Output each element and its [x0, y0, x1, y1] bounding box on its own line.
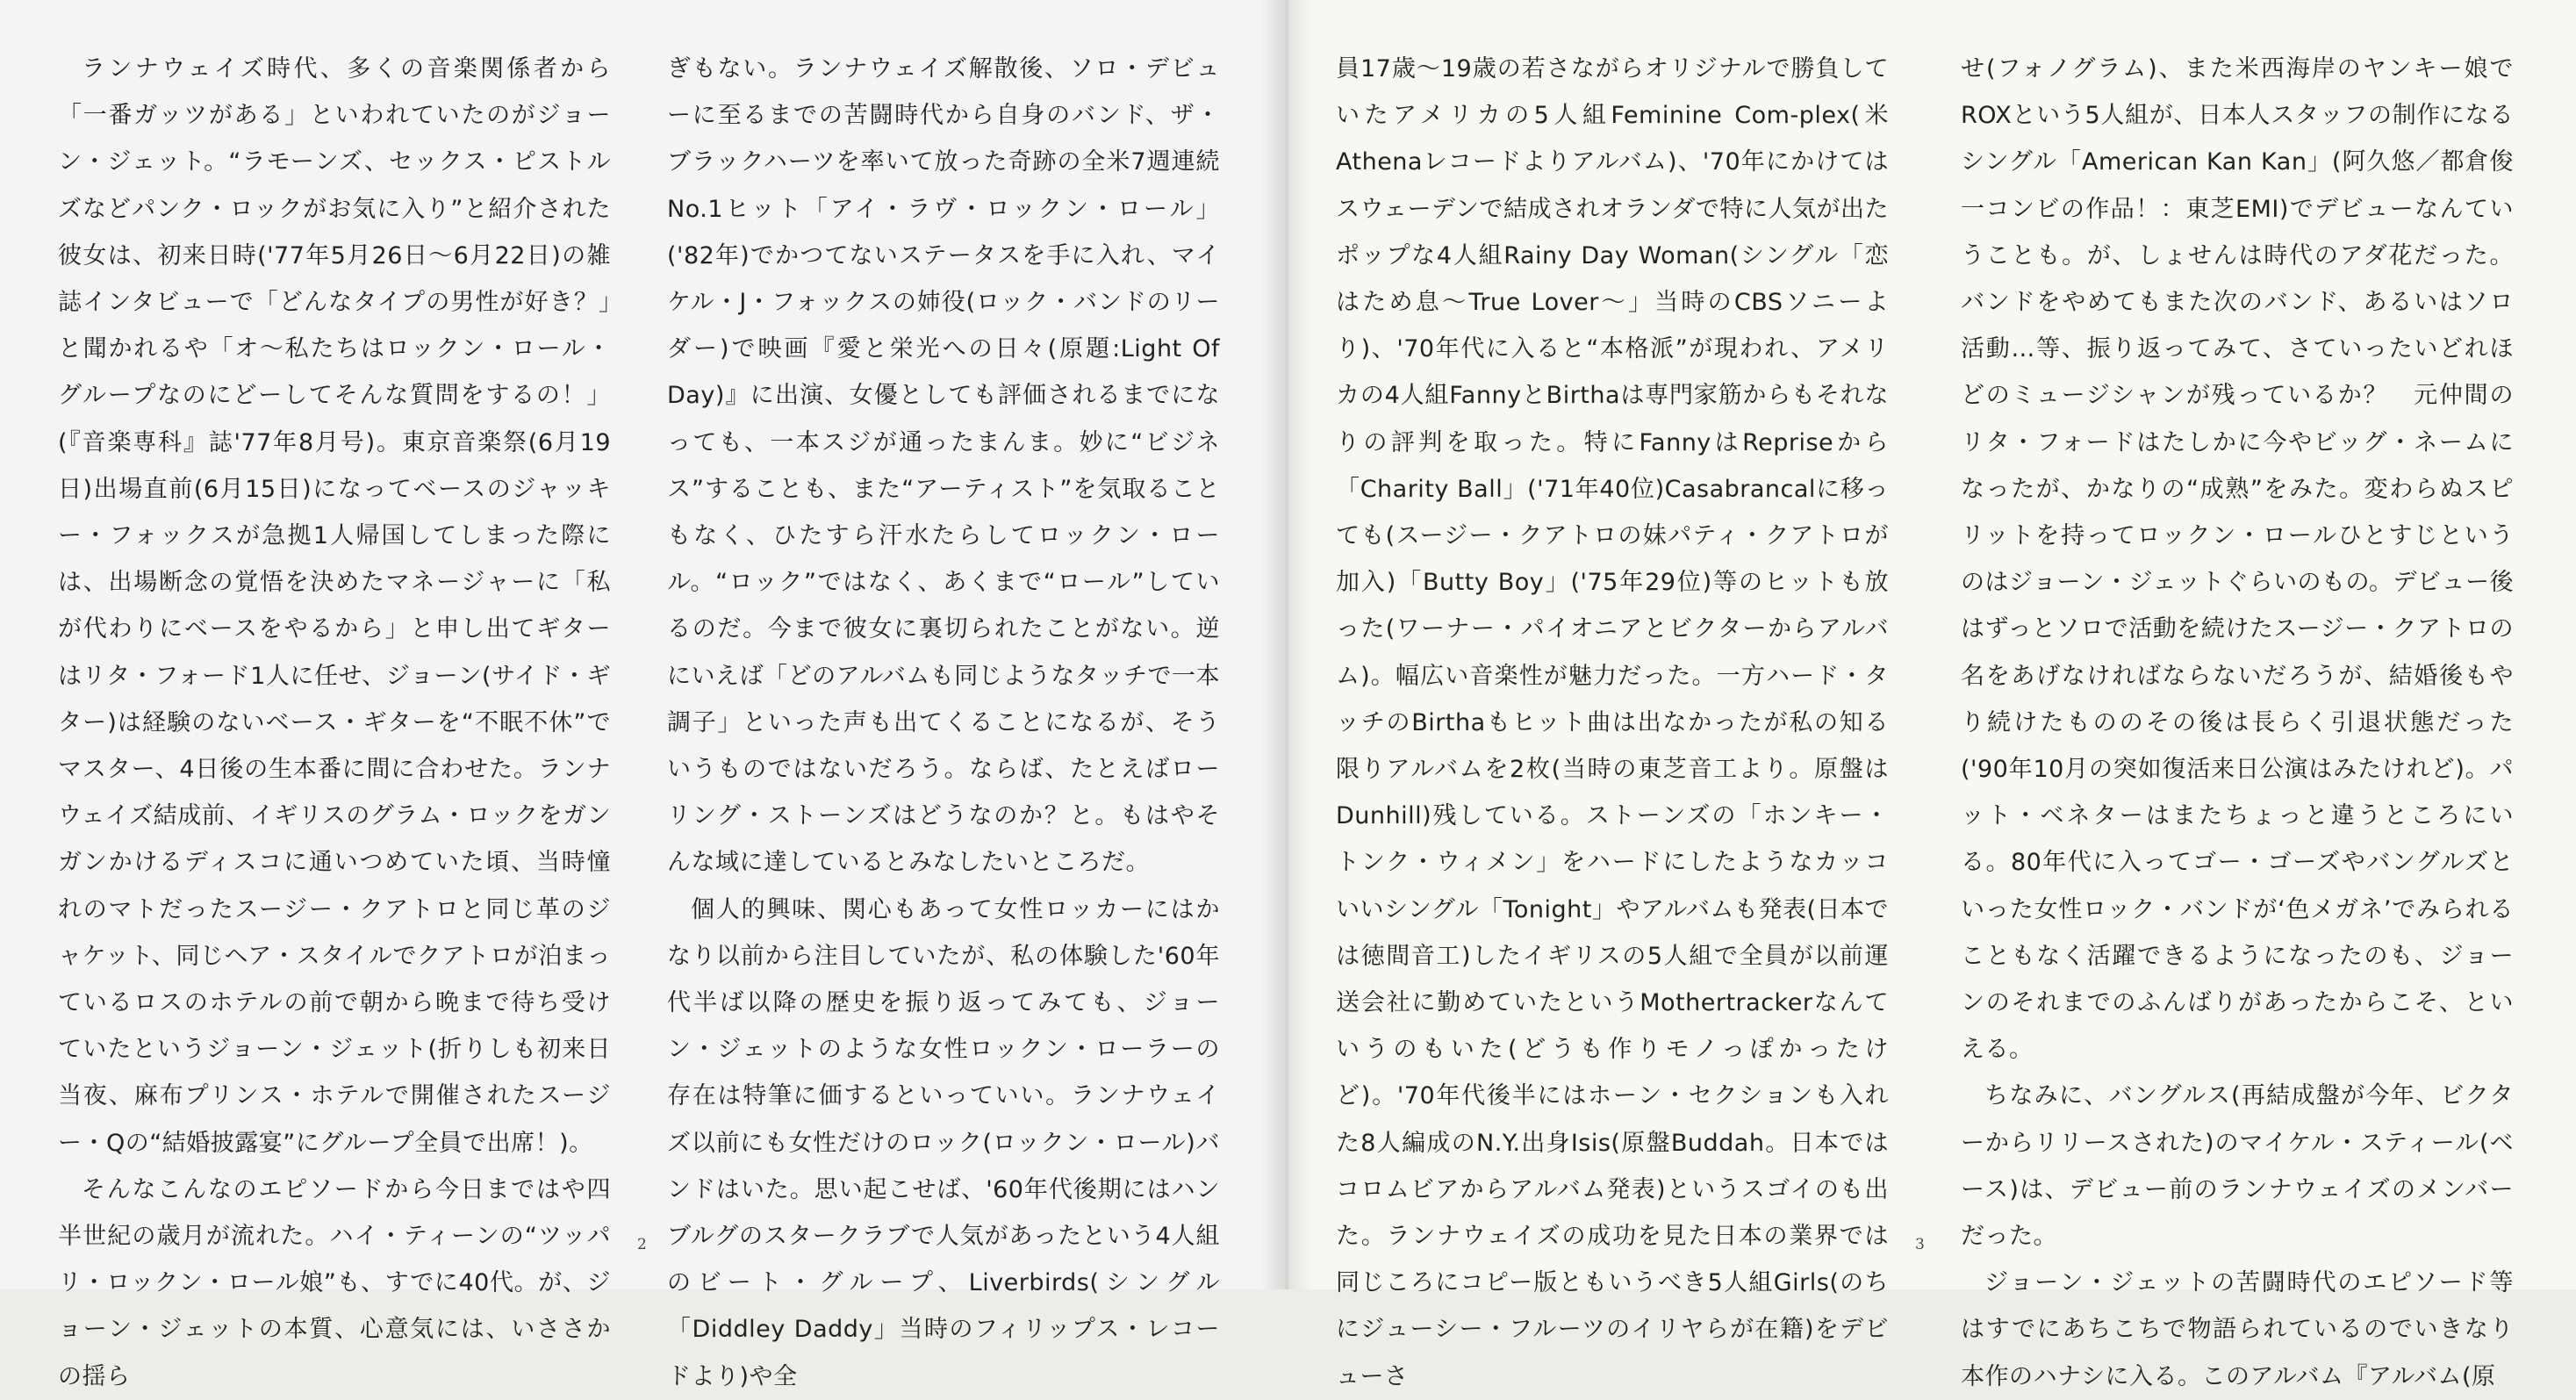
page-right — [1283, 0, 2576, 1390]
text-column-4 — [1961, 46, 2514, 1390]
page-number: 3 — [1915, 1236, 1925, 1253]
text-column-3 — [1336, 46, 1889, 1390]
paragraph: 個人的興味、関心もあって女性ロッカーにはかなり以前から注目していたが、私の体験した'60年代半ば以降の歴史を振り返ってみても、ジョーン・ジェットのような女性ロックン・ローラーの存在は特筆に価するといっていい。ランナウェイズ以前にも女性だけのロック(ロックン・ロール)バンドはいた。思い起こせば、'60年代後期にはハンブルグのスタークラブで人気があったという4人組のビート・グループ、Liverbirds(シングル「Diddley Daddy」当時のフィリップス・レコードより)や全 — [667, 895, 1220, 1390]
paragraph: ジョーン・ジェットの苦闘時代のエピソード等はすでにあちこちで物語られているのでいきなり本作のハナシに入る。このアルバム『アルバム(原 — [1961, 1269, 2514, 1390]
text-column-1 — [58, 46, 611, 1390]
paragraph: ぎもない。ランナウェイズ解散後、ソロ・デビューに至るまでの苦闘時代から自身のバンド、ザ・ブラックハーツを率いて放った奇跡の全米7週連続No.1ヒット「アイ・ラヴ・ロックン・ロール」('82年)でかつてないステータスを手に入れ、マイケル・J・フォックスの姉役(ロック・バンドのリーダー)で映画『愛と栄光への日々(原題:Light Of Day)』に出演、女優としても評価されるまでになっても、一本スジが通ったまんま。妙に“ビジネス”することも、また“アーティスト”を気取ることもなく、ひたすら汗水たらしてロックン・ロール。“ロック”ではなく、あくまで“ロール”しているのだ。今まで彼女に裏切られたことがない。逆にいえば「どのアルバムも同じようなタッチで一本調子」といった声も出てくることになるが、そういうものではないだろう。ならば、たとえばローリング・ストーンズはどうなのか？と。もはやそんな域に達しているとみなしたいところだ。 — [667, 55, 1220, 877]
paragraph: 員17歳〜19歳の若さながらオリジナルで勝負していたアメリカの5人組Feminine Com-plex(米Athenaレコードよりアルバム)、'70年にかけてはスウェーデンで結成されオランダで特に人気が出たポップな4人組Rainy Day Woman(シングル「恋はため息〜True Lover〜」当時のCBSソニーより)、'70年代に入ると“本格派”が現われ、アメリカの4人組FannyとBirthaは専門家筋からもそれなりの評判を取った。特にFannyはRepriseから「Charity Ball」('71年40位)Casabrancalに移っても(スージー・クアトロの妹パティ・クアトロが加入)「Butty Boy」('75年29位)等のヒットも放った(ワーナー・パイオニアとビクターからアルバム)。幅広い音楽性が魅力だった。一方ハード・タッチのBirthaもヒット曲は出なかったが私の知る限りアルバムを2枚(当時の東芝音工より。原盤はDunhill)残している。ストーンズの「ホンキー・トンク・ウィメン」をハードにしたようなカッコいいシングル「Tonight」やアルバムも発表(日本では徳間音工)したイギリスの5人組で全員が以前運送会社に勤めていたというMothertrackerなんていうのもいた(どうも作りモノっぽかったけど)。'70年代後半にはホーン・セクションも入れた8人編成のN.Y.出身Isis(原盤Buddah。日本ではコロムビアからアルバム発表)というスゴイのも出た。ランナウェイズの成功を見た日本の業界では同じころにコピー版ともいうべき5人組Girls(のちにジューシー・フルーツのイリヤらが在籍)をデビューさ — [1336, 55, 1889, 1390]
page-left — [0, 0, 1283, 1390]
paragraph: ランナウェイズ時代、多くの音楽関係者から「一番ガッツがある」といわれていたのがジョーン・ジェット。“ラモーンズ、セックス・ピストルズなどパンク・ロックがお気に入り”と紹介された彼女は、初来日時('77年5月26日〜6月22日)の雑誌インタビューで「どんなタイプの男性が好き？」と聞かれるや「オ〜私たちはロックン・ロール・グループなのにどーしてそんな質問をするの！」(『音楽専科』誌'77年8月号)。東京音楽祭(6月19日)出場直前(6月15日)になってベースのジャッキー・フォックスが急拠1人帰国してしまった際には、出場断念の覚悟を決めたマネージャーに「私が代わりにベースをやるから」と申し出てギターはリタ・フォード1人に任せ、ジョーン(サイド・ギター)は経験のないベース・ギターを“不眠不休”でマスター、4日後の生本番に間に合わせた。ランナウェイズ結成前、イギリスのグラム・ロックをガンガンかけるディスコに通いつめていた頃、当時憧れのマトだったスージー・クアトロと同じ革のジャケット、同じヘア・スタイルでクアトロが泊まっているロスのホテルの前で朝から晩まで待ち受けていたというジョーン・ジェット(折りしも初来日当夜、麻布プリンス・ホテルで開催されたスージー・Qの“結婚披露宴”にグループ全員で出席！)。 — [58, 55, 611, 1157]
paragraph: そんなこんなのエピソードから今日まではや四半世紀の歳月が流れた。ハイ・ティーンの“ツッパリ・ロックン・ロール娘”も、すでに40代。が、ジョーン・ジェットの本質、心意気には、いささかの揺ら — [58, 1175, 611, 1390]
text-column-2 — [667, 46, 1220, 1390]
paragraph: せ(フォノグラム)、また米西海岸のヤンキー娘でROXという5人組が、日本人スタッフの制作になるシングル「American Kan Kan」(阿久悠／都倉俊一コンビの作品！：東芝EMI)でデビューなんていうことも。が、しょせんは時代のアダ花だった。バンドをやめてもまた次のバンド、あるいはソロ活動…等、振り返ってみて、さていったいどれほどのミュージシャンが残っているか？ 元仲間のリタ・フォードはたしかに今やビッグ・ネームになったが、かなりの“成熟”をみた。変わらぬスピリットを持ってロックン・ロールひとすじというのはジョーン・ジェットぐらいのもの。デビュー後はずっとソロで活動を続けたスージー・クアトロの名をあげなければならないだろうが、結婚後もやり続けたもののその後は長らく引退状態だった('90年10月の突如復活来日公演はみたけれど)。パット・ベネターはまたちょっと違うところにいる。80年代に入ってゴー・ゴーズやバングルズといった女性ロック・バンドが‘色メガネ’でみられることもなく活躍できるようになったのも、ジョーンのそれまでのふんばりがあったからこそ、といえる。 — [1961, 55, 2514, 1064]
book-gutter-shadow — [1260, 0, 1313, 1289]
page-number: 2 — [637, 1236, 647, 1253]
paragraph: ちなみに、バングルス(再結成盤が今年、ビクターからリリースされた)のマイケル・スティール(ベース)は、デビュー前のランナウェイズのメンバーだった。 — [1961, 1082, 2514, 1251]
